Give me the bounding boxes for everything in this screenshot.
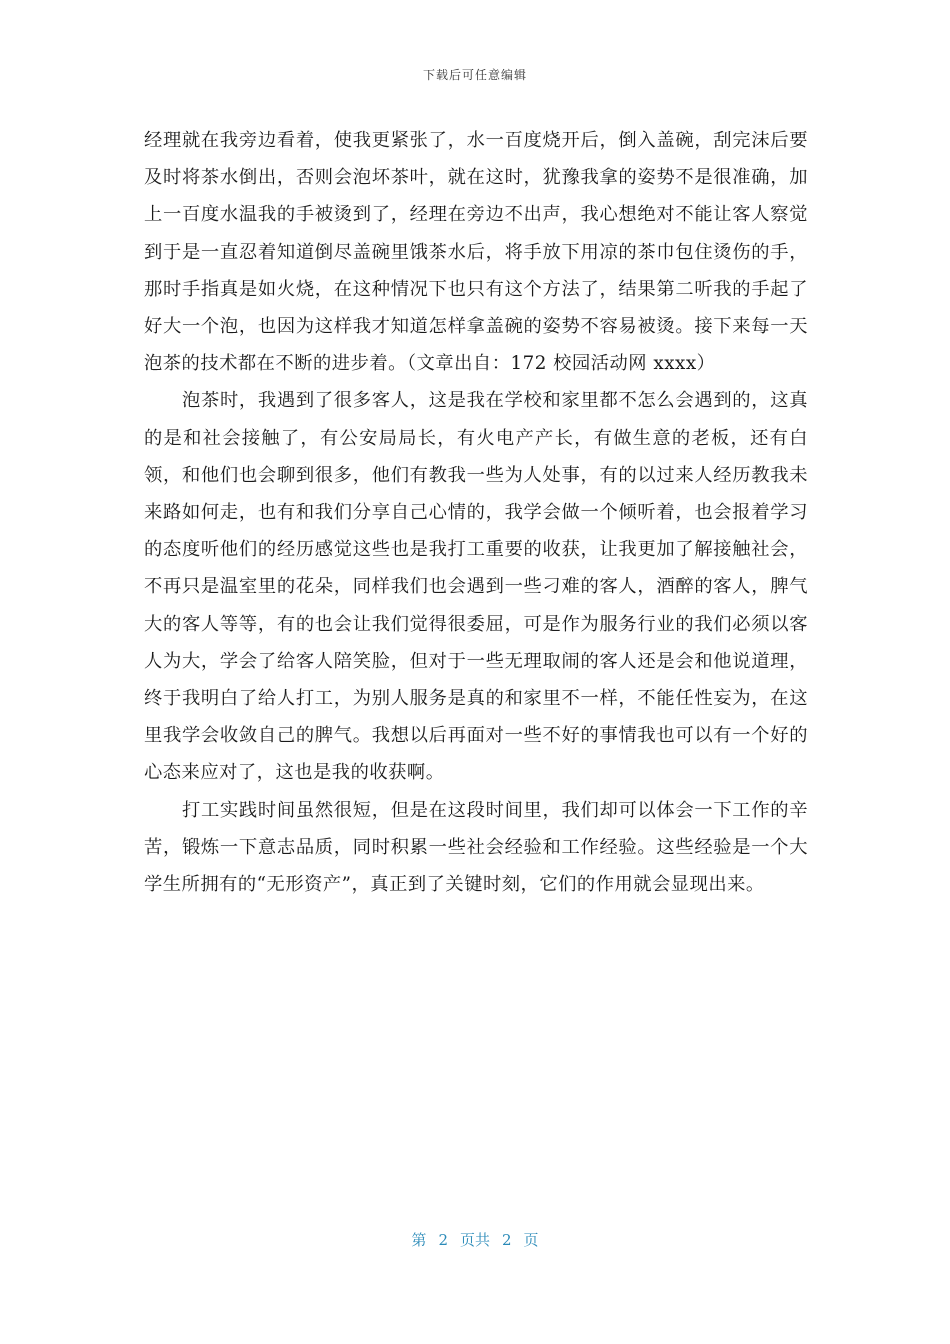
page-label-suffix: 页 bbox=[523, 1231, 539, 1249]
paragraph-customers: 泡茶时，我遇到了很多客人，这是我在学校和家里都不怎么会遇到的，这真的是和社会接触了，有公安局局长，有火电产产长，有做生意的老板，还有白领，和他们也会聊到很多，他们有教我一些为人处事，有的以过来人经历教我未来路如何走，也有和我们分享自己心情的，我学会做一个倾听着，也会报着学习的态度听他们的经历感觉这些也是我打工重要的收获，让我更加了解接触社会，不再只是温室里的花朵，同样我们也会遇到一些刁难的客人，酒醉的客人，脾气大的客人等等，有的也会让我们觉得很委屈，可是作为服务行业的我们必须以客人为大，学会了给客人陪笑脸，但对于一些无理取闹的客人还是会和他说道理，终于我明白了给人打工，为别人服务是真的和家里不一样，不能任性妄为，在这里我学会收敛自己的脾气。我想以后再面对一些不好的事情我也可以有一个好的心态来应对了，这也是我的收获啊。 bbox=[144, 390, 808, 784]
document-body bbox=[144, 122, 808, 903]
page-header: 下载后可任意编辑 bbox=[422, 68, 527, 82]
paragraph-conclusion: 打工实践时间虽然很短，但是在这段时间里，我们却可以体会一下工作的辛苦，锻炼一下意志品质，同时积累一些社会经验和工作经验。这些经验是一个大学生所拥有的“无形资产”，真正到了关键时刻，它们的作用就会显现出来。 bbox=[144, 799, 808, 896]
paragraph-continued: 经理就在我旁边看着，使我更紧张了，水一百度烧开后，倒入盖碗，刮完沫后要及时将茶水倒出，否则会泡坏茶叶，就在这时，犹豫我拿的姿势不是很准确，加上一百度水温我的手被烫到了，经理在旁边不出声，我心想绝对不能让客人察觉到于是一直忍着知道倒尽盖碗里饿茶水后，将手放下用凉的茶巾包住烫伤的手，那时手指真是如火烧，在这种情况下也只有这个方法了，结果第二听我的手起了好大一个泡，也因为这样我才知道怎样拿盖碗的姿势不容易被烫。接下来每一天泡茶的技术都在不断的进步着。（文章出自：172 校园活动网 xxxx） bbox=[144, 130, 808, 375]
page-footer bbox=[0, 1229, 950, 1250]
current-page-number: 2 bbox=[438, 1231, 448, 1249]
total-pages-number: 2 bbox=[502, 1231, 512, 1249]
page-label-mid: 页共 bbox=[459, 1231, 490, 1249]
page-label-prefix: 第 bbox=[411, 1231, 427, 1249]
